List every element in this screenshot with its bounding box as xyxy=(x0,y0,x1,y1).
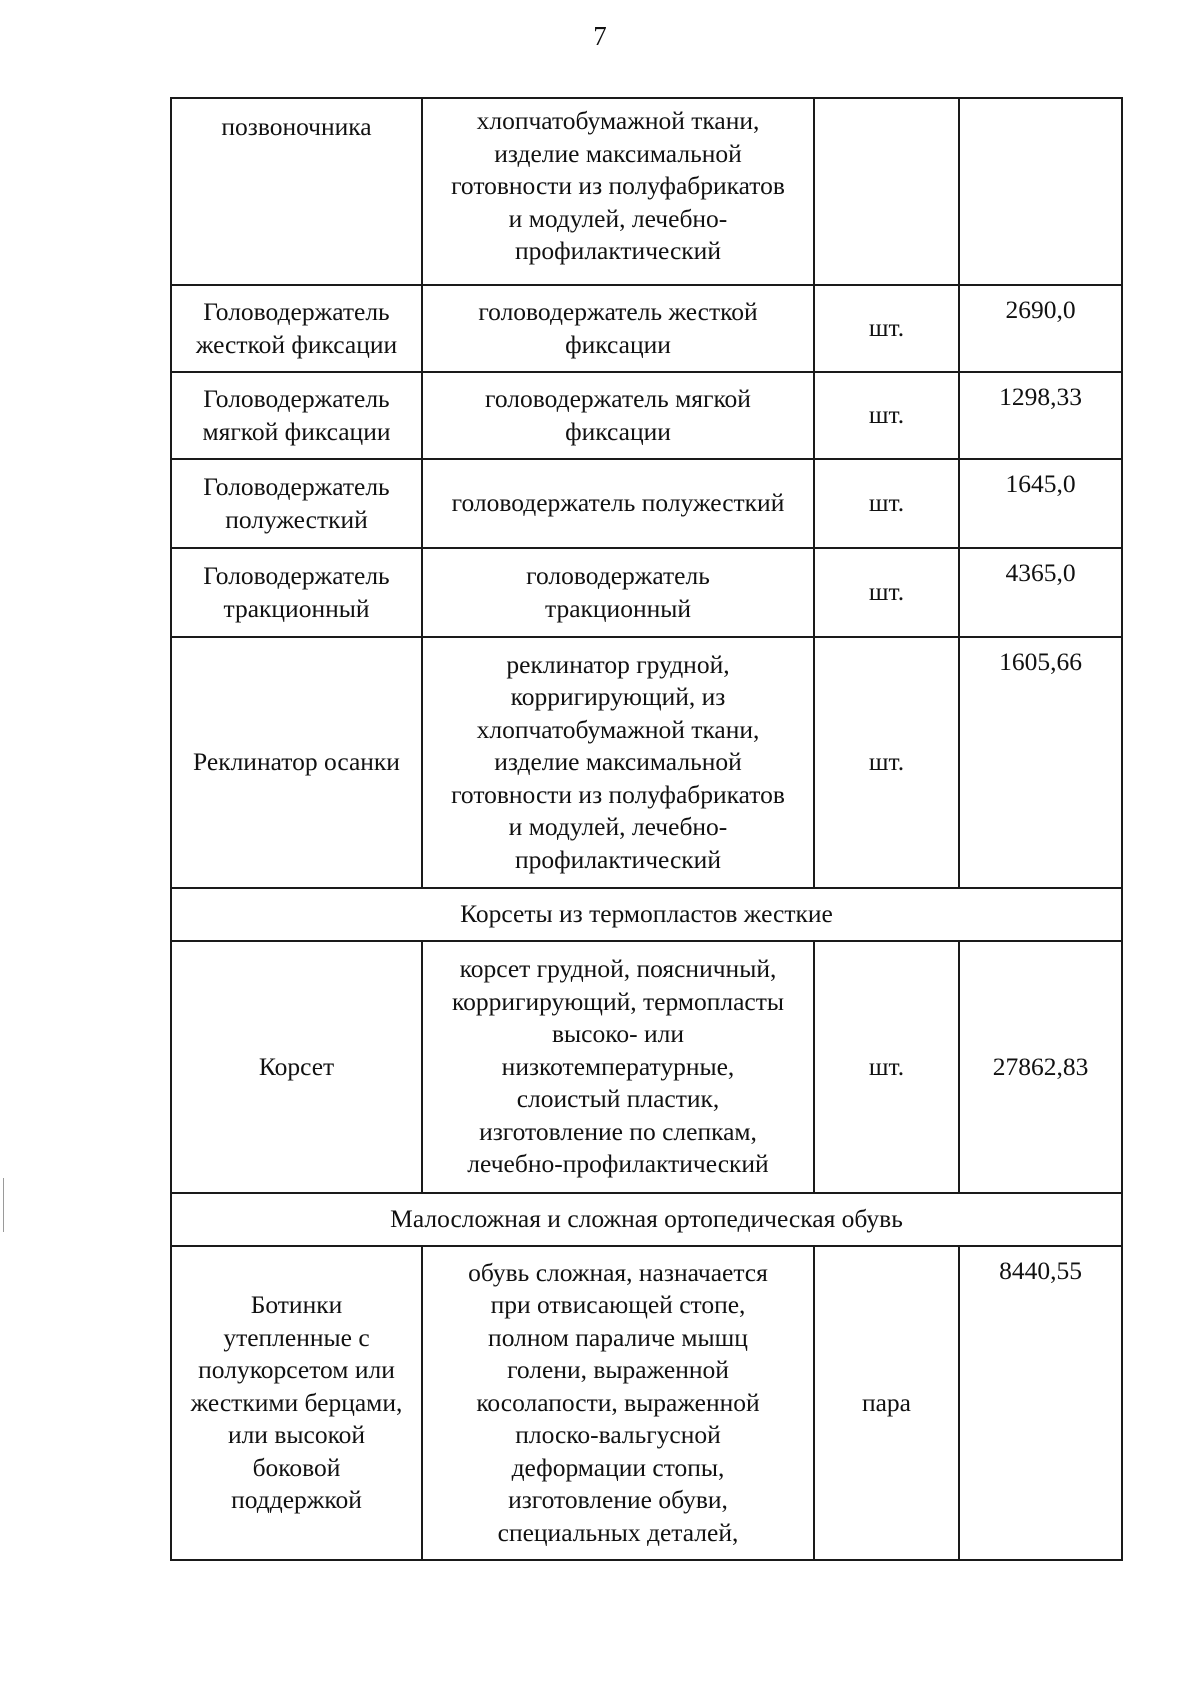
product-name: позвоночника xyxy=(221,112,372,141)
price-cell xyxy=(959,941,1122,1193)
table-row xyxy=(171,459,1122,548)
product-description-cell xyxy=(422,285,814,372)
unit-cell xyxy=(814,459,959,548)
table-row xyxy=(171,637,1122,888)
page-number: 7 xyxy=(593,21,607,51)
table-row xyxy=(171,285,1122,372)
table-row xyxy=(171,548,1122,637)
section-row xyxy=(171,1193,1122,1246)
price-cell xyxy=(959,285,1122,372)
product-description: обувь сложная, назначается при отвисающей стопе, полном параличе мышц голени, выраженной косолапости, выраженной плоско-вальгусной деформации стопы, изготовление обуви, специальных деталей, xyxy=(468,1257,768,1547)
price-cell xyxy=(959,637,1122,888)
unit: шт. xyxy=(868,400,905,430)
product-description-cell xyxy=(422,98,814,285)
product-name: Головодержатель тракционный xyxy=(203,561,390,623)
product-name-cell xyxy=(171,941,422,1193)
product-name-cell xyxy=(171,285,422,372)
scan-margin-mark xyxy=(3,1178,4,1232)
unit: шт. xyxy=(868,747,905,777)
product-description: хлопчатобумажной ткани, изделие максимальной готовности из полуфабрикатов и модулей, лечебно- профилактический xyxy=(451,106,785,265)
product-name: Головодержатель полужесткий xyxy=(203,472,390,534)
product-name: Головодержатель жесткой фиксации xyxy=(195,297,398,359)
product-name: Корсет xyxy=(258,1051,335,1081)
price-cell xyxy=(959,372,1122,459)
section-heading-corsets xyxy=(171,888,1122,941)
price: 1645,0 xyxy=(1005,469,1076,498)
unit-cell xyxy=(814,372,959,459)
product-name-cell xyxy=(171,98,422,285)
product-name-cell xyxy=(171,548,422,637)
products-table xyxy=(170,97,1123,1561)
unit-cell xyxy=(814,637,959,888)
product-description: реклинатор грудной, корригирующий, из хлопчатобумажной ткани, изделие максимальной готовности из полуфабрикатов и модулей, лечебно- профилактический xyxy=(451,649,785,874)
product-description-cell xyxy=(422,941,814,1193)
price-cell xyxy=(959,98,1122,285)
product-description: головодержатель жесткой фиксации xyxy=(478,297,758,359)
section-title: Малосложная и сложная ортопедическая обувь xyxy=(390,1204,903,1234)
unit: пара xyxy=(861,1387,912,1417)
table-row xyxy=(171,1246,1122,1560)
price: 1298,33 xyxy=(999,382,1082,411)
product-description-cell xyxy=(422,548,814,637)
unit-cell xyxy=(814,941,959,1193)
product-name: Реклинатор осанки xyxy=(193,747,400,777)
table-row xyxy=(171,372,1122,459)
product-name-cell xyxy=(171,459,422,548)
unit: шт. xyxy=(868,313,905,343)
product-name-cell xyxy=(171,372,422,459)
price: 8440,55 xyxy=(999,1256,1082,1285)
product-description-cell xyxy=(422,637,814,888)
product-description: головодержатель мягкой фиксации xyxy=(485,384,751,446)
product-name-cell xyxy=(171,637,422,888)
product-description-cell xyxy=(422,372,814,459)
unit-cell xyxy=(814,98,959,285)
product-name-cell xyxy=(171,1246,422,1560)
unit-cell xyxy=(814,548,959,637)
product-name: Головодержатель мягкой фиксации xyxy=(202,384,391,446)
unit: шт. xyxy=(868,1051,905,1081)
table-row xyxy=(171,98,1122,285)
price-cell xyxy=(959,1246,1122,1560)
section-title: Корсеты из термопластов жесткие xyxy=(460,899,833,929)
unit-cell xyxy=(814,285,959,372)
price-cell xyxy=(959,459,1122,548)
product-description: головодержатель тракционный xyxy=(526,561,710,623)
product-description-cell xyxy=(422,1246,814,1560)
product-description: головодержатель полужесткий xyxy=(451,488,785,518)
price: 4365,0 xyxy=(1005,558,1076,587)
price: 1605,66 xyxy=(999,647,1082,676)
price-cell xyxy=(959,548,1122,637)
unit-cell xyxy=(814,1246,959,1560)
section-heading-footwear xyxy=(171,1193,1122,1246)
table-row xyxy=(171,941,1122,1193)
price: 27862,83 xyxy=(992,1051,1089,1081)
unit: шт. xyxy=(868,577,905,607)
product-description: корсет грудной, поясничный, корригирующий, термопласты высоко- или низкотемпературные, слоистый пластик, изготовление по слепкам, лечебно-профилактический xyxy=(452,954,784,1179)
product-description-cell xyxy=(422,459,814,548)
price: 2690,0 xyxy=(1005,295,1076,324)
section-row xyxy=(171,888,1122,941)
product-name: Ботинки утепленные с полукорсетом или жесткими берцами, или высокой боковой поддержкой xyxy=(190,1290,403,1515)
unit: шт. xyxy=(868,488,905,518)
